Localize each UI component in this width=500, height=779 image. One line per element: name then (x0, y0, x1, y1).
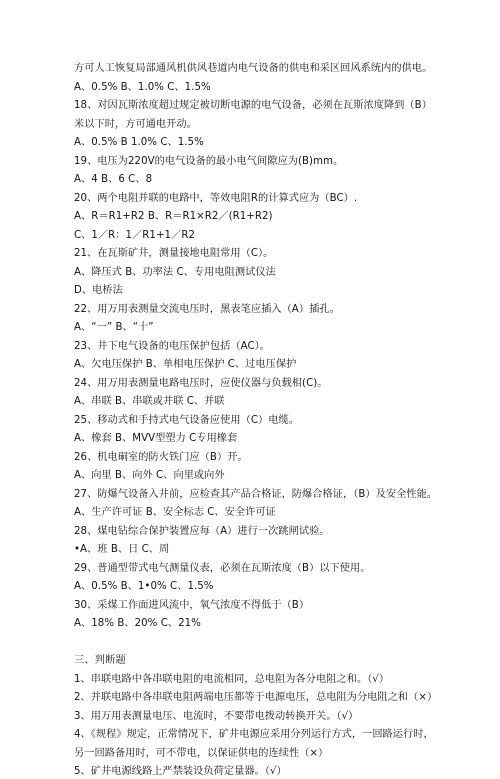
document-line: A、4 B、6 C、8 (74, 174, 153, 185)
document-line: 另一回路备用时，可不带电，以保证供电的连续性（×） (74, 747, 329, 759)
document-line: A、R＝R1+R2 B、R＝R1×R2／(R1+R2) (74, 211, 273, 222)
document-line: 29、普通型带式电气测量仪表，必须在瓦斯浓度（B）以下使用。 (74, 562, 371, 574)
document-line: 27、防爆气设备入井前，应检查其产品合格证，防爆合格证，（B）及安全性能。 (74, 488, 438, 500)
document-line: 23、井下电气设备的电压保护包括（AC）。 (74, 340, 271, 352)
document-line: 3、用万用表测量电压、电流时，不要带电拨动转换开关。（√） (74, 710, 359, 722)
document-line: 5、矿井电源线路上严禁装设负荷定量器。（√） (74, 766, 287, 777)
document-line: C、1／R：1／R1+1／R2 (74, 229, 195, 241)
document-line: 19、电压为220V的电气设备的最小电气间隙应为(B)mm。 (74, 155, 344, 167)
document-line: A、生产许可证 B、安全标志 C、安全许可证 (74, 507, 276, 518)
document-line: 25、移动式和手持式电气设备应使用（C）电缆。 (74, 414, 299, 426)
document-line: 20、两个电阻并联的电路中，等效电阻R的计算式应为（BC）. (74, 192, 358, 204)
document-line: A、串联 B、串联或并联 C、并联 (74, 396, 225, 407)
document-line: D、电桥法 (74, 285, 123, 296)
document-line: A、18% B、20% C、21% (74, 618, 201, 629)
document-line: A、0.5% B 1.0% C、1.5% (74, 137, 204, 148)
document-line: A、降压式 B、功率法 C、专用电阻测试仪法 (74, 266, 276, 278)
document-line: 22、用万用表测量交流电压时，黑表笔应插入（A）插孔。 (74, 303, 340, 315)
document-line: 21、在瓦斯矿井，测量接地电阻常用（C）。 (74, 248, 274, 259)
section-heading: 三、判断题 (74, 655, 126, 666)
document-line: 1、串联电路中各串联电阻的电流相同，总电阻为各分电阻之和。（√） (74, 673, 390, 685)
document-line: A、欠电压保护 B、单相电压保护 C、过电压保护 (74, 359, 297, 370)
document-line: 2、并联电路中各串联电阻两端电压都等于电源电压，总电阻为分电阻之和（×） (74, 692, 438, 703)
document-line: A、“一” B、“十” (74, 322, 154, 333)
document-line: •A、班 B、日 C、周 (74, 544, 170, 555)
document-line: 30、采煤工作面进风流中，氧气浓度不得低于（B） (74, 599, 310, 611)
document-line: 方可人工恢复局部通风机供风巷道内电气设备的供电和采区回风系统内的供电。 (74, 63, 433, 74)
document-line: 4、《规程》规定，正常情况下，矿井电源应采用分列运行方式，一回路运行时， (74, 729, 434, 740)
document-line: A、向里 B、向外 C、向里或向外 (74, 470, 225, 481)
document-line: 28、煤电钻综合保护装置应每（A）进行一次跳闸试验。 (74, 525, 330, 537)
document-line: 26、机电硐室的防火铁门应（B）开。 (74, 451, 248, 463)
document-line: A、0.5% B、1.0% C、1.5% (74, 81, 211, 93)
document-line: 18、对因瓦斯浓度超过规定被切断电源的电气设备，必须在瓦斯浓度降到（B） (74, 100, 432, 111)
document-line: A、橡套 B、MVV型塑力 C专用橡套 (74, 433, 238, 444)
document-line: A、0.5% B、1•0% C、1.5% (74, 581, 214, 592)
document-line (74, 636, 484, 650)
document-line: 24、用万用表测量电路电压时，应使仪器与负载相(C)。 (74, 377, 328, 389)
document-line: 米以下时，方可通电开动。 (74, 118, 197, 130)
